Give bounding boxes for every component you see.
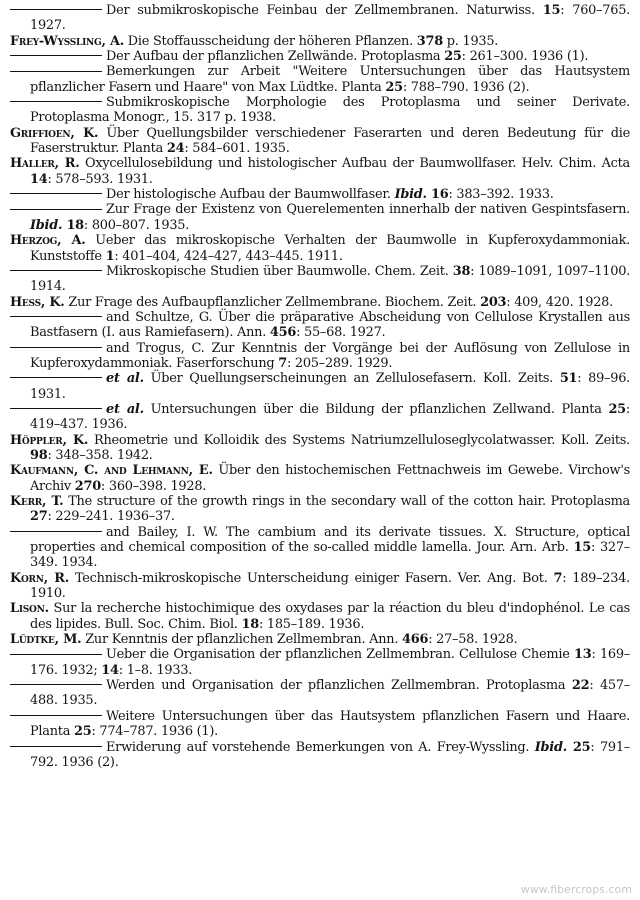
same-author-dash bbox=[10, 377, 102, 378]
reference-text: and Trogus, C. Zur Kenntnis der Vorgänge bei der Auflösung von Zellulose in Kupferoxydammoniak. Faserforschung bbox=[30, 340, 630, 371]
reference-volume: 15 bbox=[573, 540, 591, 556]
reference-volume: 378 bbox=[416, 33, 443, 49]
same-author-dash bbox=[10, 209, 102, 210]
reference-text: and Schultze, G. Über die präparative Abscheidung von Cellulose Krystallen aus Bastfasern (I. aus Ramiefasern). Ann. bbox=[30, 309, 630, 341]
reference-text: Zur Frage des Aufbaupflanzlicher Zellmembrane. Biochem. Zeit. bbox=[64, 294, 481, 310]
reference-pages: : 791–792. 1936 (2). bbox=[30, 739, 630, 770]
reference-volume: 25 bbox=[608, 401, 626, 417]
reference-text: Untersuchungen über die Bildung der pflanzlichen Zellwand. Planta bbox=[143, 401, 609, 417]
reference-pages: : 401–404, 424–427, 443–445. 1911. bbox=[114, 248, 343, 264]
reference-entry bbox=[10, 740, 630, 771]
reference-text: Über den histochemischen Fettnachweis im Gewebe. Virchow's Archiv bbox=[30, 463, 630, 494]
same-author-dash bbox=[10, 316, 102, 317]
reference-text: and Bailey, I. W. The cambium and its derivate tissues. X. Structure, optical properties and chemical composition of the so-called middle lamella. Jour. Arn. Arb. bbox=[30, 524, 630, 556]
reference-volume: 38 bbox=[452, 263, 471, 279]
reference-entry bbox=[10, 264, 630, 295]
reference-text: Mikroskopische Studien über Baumwolle. Chem. Zeit. bbox=[106, 263, 453, 279]
reference-text: Erwiderung auf vorstehende Bemerkungen von A. Frey-Wyssling. bbox=[106, 739, 535, 755]
reference-pages: : 205–289. 1929. bbox=[286, 355, 393, 371]
reference-entry bbox=[10, 49, 630, 64]
reference-et-al: et al. bbox=[106, 401, 144, 417]
reference-pages: : 27–58. 1928. bbox=[428, 632, 518, 648]
reference-volume: 98 bbox=[30, 447, 48, 463]
reference-pages: : 774–787. 1936 (1). bbox=[91, 724, 219, 740]
reference-entry bbox=[10, 187, 630, 202]
reference-entry bbox=[10, 632, 630, 647]
reference-text: Die Stoffausscheidung der höheren Pflanzen. bbox=[123, 33, 417, 49]
reference-text: Ueber das mikroskopische Verhalten der Baumwolle in Kupferoxydammoniak. Kunststoffe bbox=[30, 233, 630, 264]
reference-pages: : 327–349. 1934. bbox=[30, 540, 630, 571]
reference-volume: 7 bbox=[553, 570, 563, 586]
reference-text: The structure of the growth rings in the secondary wall of the cotton hair. Protoplasma bbox=[63, 494, 630, 509]
same-author-dash bbox=[10, 347, 102, 348]
reference-author: Korn, R. bbox=[10, 570, 70, 586]
reference-entry bbox=[10, 34, 630, 49]
reference-author: Höppler, K. bbox=[10, 432, 89, 448]
reference-et-al: et al. bbox=[106, 371, 144, 387]
reference-entry bbox=[10, 310, 630, 341]
same-author-dash bbox=[10, 101, 102, 102]
reference-text: Der Aufbau der pflanzlichen Zellwände. Protoplasma bbox=[106, 49, 445, 65]
reference-pages: : 383–392. 1933. bbox=[448, 187, 554, 203]
reference-pages: : 800–807. 1935. bbox=[83, 217, 190, 233]
reference-entry bbox=[10, 494, 630, 525]
reference-pages: : 409, 420. 1928. bbox=[506, 294, 613, 310]
reference-volume: 466 bbox=[402, 632, 429, 648]
reference-volume: 25 bbox=[385, 79, 403, 95]
reference-text: Der histologische Aufbau der Baumwollfaser. bbox=[106, 187, 395, 203]
reference-pages: : 169–176. 1932; bbox=[30, 647, 630, 678]
same-author-dash bbox=[10, 746, 102, 747]
reference-volume: 18 bbox=[241, 616, 259, 632]
reference-author: Lüdtke, M. bbox=[10, 632, 82, 648]
reference-ibid: Ibid. bbox=[30, 217, 63, 233]
reference-volume: 13 bbox=[574, 647, 592, 663]
watermark: www.fibercrops.com bbox=[520, 883, 632, 896]
reference-text: Oxycellulosebildung und histologischer Aufbau der Baumwollfaser. Helv. Chim. Acta bbox=[79, 156, 630, 172]
same-author-dash bbox=[10, 408, 102, 409]
same-author-dash bbox=[10, 71, 102, 72]
reference-text: Rheometrie und Kolloidik des Systems Natriumzelluloseglycolatwasser. Koll. Zeits. bbox=[88, 432, 631, 448]
reference-pages: : 584–601. 1935. bbox=[184, 141, 290, 157]
reference-volume: 25 bbox=[74, 724, 92, 740]
reference-entry bbox=[10, 64, 630, 95]
reference-entry bbox=[10, 525, 630, 571]
same-author-dash bbox=[10, 55, 102, 56]
same-author-dash bbox=[10, 270, 102, 271]
reference-pages: : 760–765. 1927. bbox=[30, 3, 630, 34]
reference-text: Bemerkungen zur Arbeit "Weitere Untersuchungen über das Hautsystem pflanzlicher Fasern und Haare" von Max Lüdtke. Planta bbox=[30, 64, 630, 95]
reference-entry bbox=[10, 371, 630, 402]
reference-volume: 24 bbox=[166, 141, 185, 157]
reference-pages: : 261–300. 1936 (1). bbox=[461, 49, 589, 65]
reference-entry bbox=[10, 233, 630, 264]
reference-volume: 22 bbox=[571, 678, 590, 694]
reference-volume: 7 bbox=[278, 355, 287, 371]
same-author-dash bbox=[10, 654, 102, 655]
reference-ibid: Ibid. bbox=[394, 187, 427, 203]
reference-volume: 25 bbox=[444, 49, 462, 65]
reference-text: Weitere Untersuchungen über das Hautsystem pflanzlichen Fasern und Haare. Planta bbox=[30, 708, 630, 740]
reference-text: Zur Kenntnis der pflanzlichen Zellmembran. Ann. bbox=[81, 632, 403, 648]
reference-entry bbox=[10, 126, 630, 157]
reference-volume: 270 bbox=[74, 478, 101, 494]
reference-text: Ueber die Organisation der pflanzlichen Zellmembran. Cellulose Chemie bbox=[106, 647, 574, 663]
reference-author: Hess, K. bbox=[10, 294, 65, 310]
reference-volume: 14 bbox=[30, 171, 48, 187]
reference-text: Werden und Organisation der pflanzlichen Zellmembran. Protoplasma bbox=[106, 678, 572, 694]
reference-volume: 51 bbox=[559, 371, 578, 387]
reference-pages: : 348–358. 1942. bbox=[47, 447, 153, 463]
reference-pages: : 189–234. 1910. bbox=[30, 570, 630, 602]
reference-pages: : 788–790. 1936 (2). bbox=[402, 79, 530, 95]
reference-entry bbox=[10, 647, 630, 678]
reference-entry bbox=[10, 295, 630, 310]
reference-author: Kaufmann, C. and Lehmann, E. bbox=[10, 463, 213, 479]
reference-volume: 456 bbox=[269, 325, 297, 341]
reference-text: Sur la recherche histochimique des oxydases par la réaction du bleu d'indophénol. Le cas des lipides. Bull. Soc. Chim. Biol. bbox=[30, 601, 630, 632]
reference-pages: p. 1935. bbox=[442, 33, 499, 49]
bibliography-list bbox=[10, 3, 630, 770]
reference-pages-2: : 1–8. 1933. bbox=[118, 662, 193, 678]
reference-entry bbox=[10, 678, 630, 709]
reference-pages: : 55–68. 1927. bbox=[296, 325, 386, 341]
reference-entry bbox=[10, 601, 630, 632]
reference-entry bbox=[10, 156, 630, 187]
reference-author: Frey-Wyssling, A. bbox=[10, 33, 124, 49]
reference-text: Technisch-mikroskopische Unterscheidung einiger Fasern. Ver. Ang. Bot. bbox=[69, 570, 554, 586]
reference-entry bbox=[10, 341, 630, 372]
reference-author: Lison. bbox=[10, 601, 49, 617]
reference-text: Über Quellungsbilder verschiedener Faserarten und deren Bedeutung für die Faserstruktur. Planta bbox=[30, 125, 630, 157]
reference-pages: : 1089–1091, 1097–1100. 1914. bbox=[30, 263, 630, 295]
reference-volume: 15 bbox=[542, 3, 561, 18]
reference-author: Griffioen, K. bbox=[10, 125, 99, 141]
reference-entry bbox=[10, 709, 630, 740]
reference-volume: 16 bbox=[426, 187, 449, 203]
reference-volume: 25 bbox=[566, 739, 591, 755]
reference-text: Submikroskopische Morphologie des Protoplasma und seiner Derivate. Protoplasma Monogr., 15. 317 p. 1938. bbox=[30, 95, 630, 126]
same-author-dash bbox=[10, 684, 102, 685]
reference-entry bbox=[10, 433, 630, 464]
reference-pages: : 229–241. 1936–37. bbox=[47, 509, 175, 525]
reference-entry bbox=[10, 95, 630, 126]
reference-pages: : 185–189. 1936. bbox=[258, 616, 365, 632]
reference-text: Über Quellungserscheinungen an Zellulosefasern. Koll. Zeits. bbox=[143, 371, 560, 387]
reference-text: Zur Frage der Existenz von Querelementen innerhalb der nativen Gespintsfasern. bbox=[106, 202, 630, 218]
reference-entry bbox=[10, 202, 630, 233]
same-author-dash bbox=[10, 193, 102, 194]
same-author-dash bbox=[10, 715, 102, 716]
reference-pages: : 457–488. 1935. bbox=[30, 678, 630, 709]
reference-pages: : 578–593. 1931. bbox=[47, 171, 153, 187]
reference-entry bbox=[10, 463, 630, 494]
reference-author: Haller, R. bbox=[10, 156, 80, 172]
reference-volume: 1 bbox=[105, 248, 115, 264]
reference-entry bbox=[10, 571, 630, 602]
reference-pages: : 419–437. 1936. bbox=[30, 401, 630, 433]
reference-entry bbox=[10, 3, 630, 34]
reference-pages: : 89–96. 1931. bbox=[30, 371, 630, 402]
reference-text: Der submikroskopische Feinbau der Zellmembranen. Naturwiss. bbox=[106, 3, 543, 18]
same-author-dash bbox=[10, 531, 102, 532]
reference-volume-2: 14 bbox=[101, 662, 119, 678]
same-author-dash bbox=[10, 9, 102, 10]
reference-entry bbox=[10, 402, 630, 433]
reference-volume: 18 bbox=[62, 217, 84, 233]
reference-ibid: Ibid. bbox=[534, 739, 567, 755]
reference-author: Kerr, T. bbox=[10, 494, 64, 509]
reference-pages: : 360–398. 1928. bbox=[100, 478, 207, 494]
reference-author: Herzog, A. bbox=[10, 233, 86, 249]
reference-volume: 203 bbox=[480, 294, 507, 310]
reference-volume: 27 bbox=[30, 509, 48, 525]
